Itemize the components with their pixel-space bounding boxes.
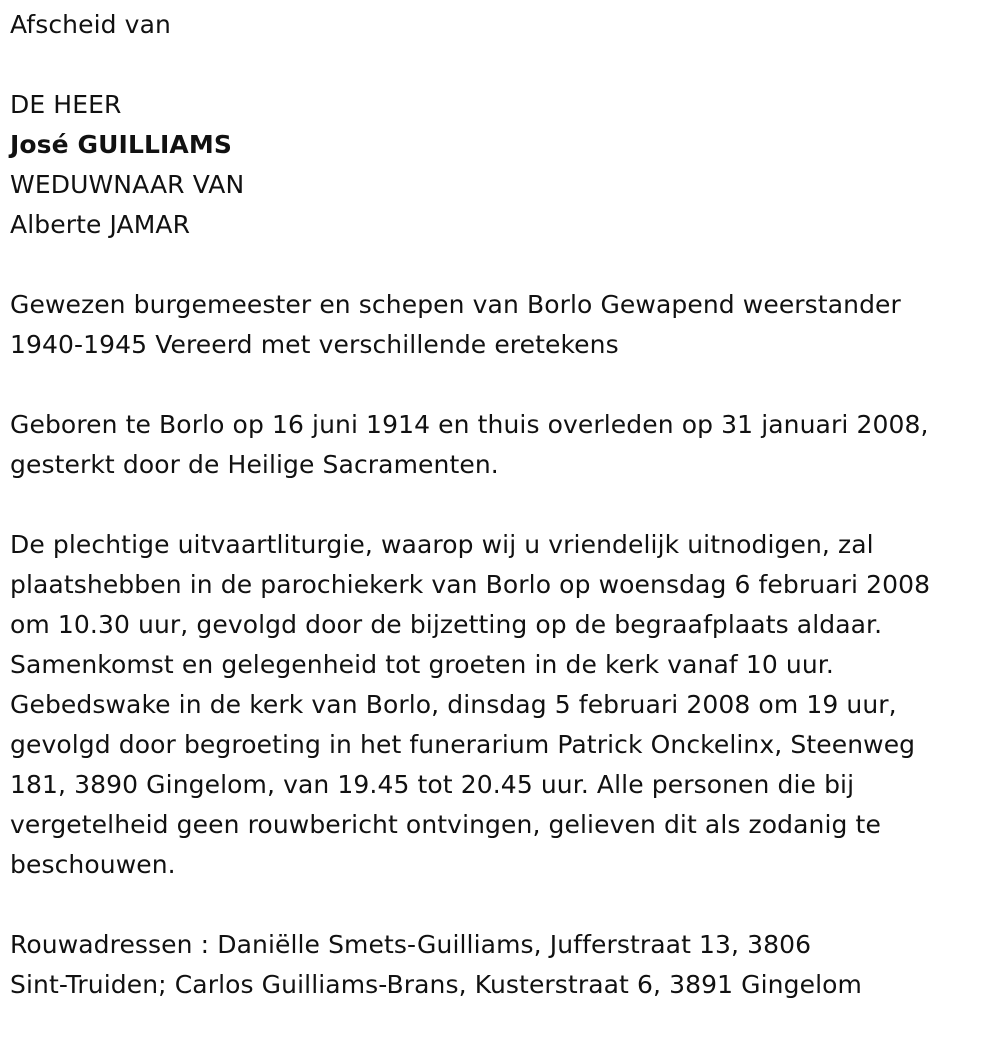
funeral-paragraph bbox=[10, 525, 995, 885]
funeral-line: beschouwen. bbox=[10, 850, 176, 879]
address-line: Rouwadressen : Daniëlle Smets-Guilliams, Jufferstraat 13, 3806 bbox=[10, 930, 812, 959]
birth-death-line: gesterkt door de Heilige Sacramenten. bbox=[10, 450, 499, 479]
spacer bbox=[10, 485, 995, 525]
addresses-paragraph bbox=[10, 925, 995, 1005]
address-line: Sint-Truiden; Carlos Guilliams-Brans, Kusterstraat 6, 3891 Gingelom bbox=[10, 970, 862, 999]
relation-label: WEDUWNAAR VAN bbox=[10, 170, 245, 199]
spacer bbox=[10, 245, 995, 285]
spouse-name: Alberte JAMAR bbox=[10, 210, 191, 239]
spacer bbox=[10, 885, 995, 925]
funeral-line: gevolgd door begroeting in het funerarium Patrick Onckelinx, Steenweg bbox=[10, 730, 916, 759]
death-notice bbox=[10, 0, 995, 1005]
funeral-line: De plechtige uitvaartliturgie, waarop wij u vriendelijk uitnodigen, zal bbox=[10, 530, 874, 559]
deceased-name: José GUILLIAMS bbox=[10, 130, 232, 159]
intro-text: Afscheid van bbox=[10, 10, 171, 39]
funeral-line: Gebedswake in de kerk van Borlo, dinsdag 5 februari 2008 om 19 uur, bbox=[10, 690, 897, 719]
honors-line: 1940-1945 Vereerd met verschillende eretekens bbox=[10, 330, 619, 359]
birth-death-line: Geboren te Borlo op 16 juni 1914 en thuis overleden op 31 januari 2008, bbox=[10, 410, 929, 439]
birth-death-paragraph bbox=[10, 405, 995, 485]
funeral-line: vergetelheid geen rouwbericht ontvingen, gelieven dit als zodanig te bbox=[10, 810, 881, 839]
spacer bbox=[10, 45, 995, 85]
spacer bbox=[10, 365, 995, 405]
honors-line: Gewezen burgemeester en schepen van Borlo Gewapend weerstander bbox=[10, 290, 901, 319]
honorific-title: DE HEER bbox=[10, 90, 122, 119]
funeral-line: 181, 3890 Gingelom, van 19.45 tot 20.45 uur. Alle personen die bij bbox=[10, 770, 855, 799]
honors-paragraph bbox=[10, 285, 995, 365]
funeral-line: plaatshebben in de parochiekerk van Borlo op woensdag 6 februari 2008 bbox=[10, 570, 931, 599]
funeral-line: om 10.30 uur, gevolgd door de bijzetting op de begraafplaats aldaar. bbox=[10, 610, 883, 639]
funeral-line: Samenkomst en gelegenheid tot groeten in de kerk vanaf 10 uur. bbox=[10, 650, 834, 679]
